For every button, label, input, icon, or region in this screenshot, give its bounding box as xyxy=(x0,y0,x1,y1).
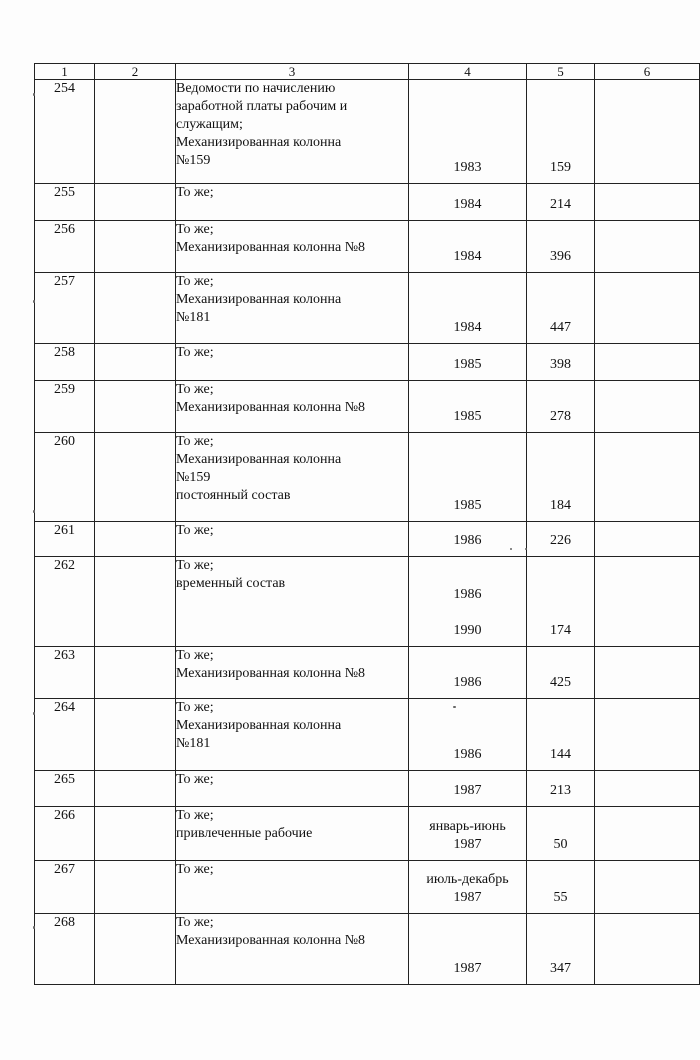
description-line: №181 xyxy=(176,310,211,325)
date-line: январь-июнь xyxy=(429,819,506,834)
row-number: 268 xyxy=(35,914,95,985)
empty-cell-col-2 xyxy=(95,522,176,557)
description-cell xyxy=(176,273,409,344)
description-line: То же; xyxy=(176,185,214,200)
description-cell xyxy=(176,807,409,861)
description-line: Ведомости по начислению xyxy=(176,81,336,96)
description-line: Механизированная колонна №8 xyxy=(176,240,366,255)
description-line: То же; xyxy=(176,700,214,715)
description-line: То же; xyxy=(176,222,214,237)
empty-cell-col-6 xyxy=(595,647,700,699)
sheet-count-cell: 396 xyxy=(527,221,595,273)
date-cell xyxy=(409,861,527,914)
empty-cell-col-6 xyxy=(595,557,700,647)
date-cell xyxy=(409,522,527,557)
date-line: 1987 xyxy=(453,837,482,852)
date-line: 1987 xyxy=(453,783,482,798)
description-line: Механизированная колонна xyxy=(176,718,342,733)
date-line: июль-декабрь xyxy=(426,872,509,887)
description-line: То же; xyxy=(176,915,214,930)
description-line: постоянный состав xyxy=(176,488,291,503)
empty-cell-col-2 xyxy=(95,699,176,771)
description-line: То же; xyxy=(176,558,214,573)
table-row xyxy=(35,914,700,985)
description-cell xyxy=(176,381,409,433)
description-cell xyxy=(176,914,409,985)
description-line: Механизированная колонна №8 xyxy=(176,933,366,948)
empty-cell-col-2 xyxy=(95,861,176,914)
row-number: 261 xyxy=(35,522,95,557)
table-row xyxy=(35,381,700,433)
row-number: 263 xyxy=(35,647,95,699)
sheet-count-cell: 425 xyxy=(527,647,595,699)
date-line: 1990 xyxy=(453,623,482,638)
table-row xyxy=(35,344,700,381)
date-line: 1986 xyxy=(453,747,482,762)
description-cell xyxy=(176,80,409,184)
date-line: 1984 xyxy=(453,197,482,212)
description-cell xyxy=(176,771,409,807)
empty-cell-col-6 xyxy=(595,522,700,557)
row-number: 254 xyxy=(35,80,95,184)
description-line: То же; xyxy=(176,434,214,449)
table-row xyxy=(35,647,700,699)
description-line: То же; xyxy=(176,772,214,787)
sheet-count-cell: 50 xyxy=(527,807,595,861)
description-line: временный состав xyxy=(176,576,286,591)
date-cell xyxy=(409,80,527,184)
description-cell xyxy=(176,861,409,914)
description-cell xyxy=(176,699,409,771)
description-cell xyxy=(176,647,409,699)
date-line: 1987 xyxy=(453,890,482,905)
empty-cell-col-2 xyxy=(95,647,176,699)
empty-cell-col-2 xyxy=(95,184,176,221)
table-row xyxy=(35,557,700,647)
sheet-count-cell: 55 xyxy=(527,861,595,914)
sheet-count-cell: 214 xyxy=(527,184,595,221)
empty-cell-col-6 xyxy=(595,80,700,184)
header-row xyxy=(35,64,700,80)
sheet-count-cell: 159 xyxy=(527,80,595,184)
empty-cell-col-2 xyxy=(95,807,176,861)
header-col-5: 5 xyxy=(527,64,595,80)
empty-cell-col-6 xyxy=(595,184,700,221)
empty-cell-col-6 xyxy=(595,344,700,381)
date-line: 1983 xyxy=(453,160,482,175)
description-line: Механизированная колонна №8 xyxy=(176,400,366,415)
empty-cell-col-6 xyxy=(595,221,700,273)
row-number: 257 xyxy=(35,273,95,344)
table-row xyxy=(35,221,700,273)
empty-cell-col-6 xyxy=(595,914,700,985)
empty-cell-col-2 xyxy=(95,221,176,273)
empty-cell-col-6 xyxy=(595,699,700,771)
header-col-4: 4 xyxy=(409,64,527,80)
empty-cell-col-2 xyxy=(95,273,176,344)
date-line: 1986 xyxy=(453,675,482,690)
date-line xyxy=(409,604,526,622)
description-line: служащим; xyxy=(176,117,243,132)
date-cell xyxy=(409,771,527,807)
date-line: 1985 xyxy=(453,498,482,513)
header-col-3: 3 xyxy=(176,64,409,80)
table-row xyxy=(35,699,700,771)
empty-cell-col-6 xyxy=(595,381,700,433)
date-line: 1987 xyxy=(453,961,482,976)
row-number: 260 xyxy=(35,433,95,522)
table-row xyxy=(35,771,700,807)
empty-cell-col-2 xyxy=(95,557,176,647)
table-row xyxy=(35,433,700,522)
row-number: 262 xyxy=(35,557,95,647)
date-cell xyxy=(409,699,527,771)
row-number: 256 xyxy=(35,221,95,273)
table-row xyxy=(35,522,700,557)
table-row xyxy=(35,273,700,344)
description-line: заработной платы рабочим и xyxy=(176,99,348,114)
sheet-count-cell: 447 xyxy=(527,273,595,344)
header-col-6: 6 xyxy=(595,64,700,80)
description-line: То же; xyxy=(176,345,214,360)
date-line: 1986 xyxy=(453,587,482,602)
empty-cell-col-6 xyxy=(595,273,700,344)
date-line: 1986 xyxy=(453,533,482,548)
description-cell xyxy=(176,522,409,557)
description-line: То же; xyxy=(176,808,214,823)
row-number: 264 xyxy=(35,699,95,771)
description-line: Механизированная колонна xyxy=(176,452,342,467)
table-row xyxy=(35,184,700,221)
date-cell xyxy=(409,221,527,273)
description-line: №159 xyxy=(176,153,211,168)
header-col-1: 1 xyxy=(35,64,95,80)
table-row xyxy=(35,861,700,914)
empty-cell-col-6 xyxy=(595,861,700,914)
date-line: 1985 xyxy=(453,409,482,424)
empty-cell-col-6 xyxy=(595,807,700,861)
row-number: 265 xyxy=(35,771,95,807)
description-line: То же; xyxy=(176,523,214,538)
date-cell xyxy=(409,344,527,381)
empty-cell-col-2 xyxy=(95,914,176,985)
description-line: То же; xyxy=(176,862,214,877)
description-line: То же; xyxy=(176,274,214,289)
date-line: 1985 xyxy=(453,357,482,372)
date-cell xyxy=(409,557,527,647)
date-line: 1984 xyxy=(453,249,482,264)
row-number: 266 xyxy=(35,807,95,861)
table-row xyxy=(35,807,700,861)
empty-cell-col-2 xyxy=(95,344,176,381)
sheet-count-cell: 398 xyxy=(527,344,595,381)
description-line: привлеченные рабочие xyxy=(176,826,313,841)
description-cell xyxy=(176,184,409,221)
sheet-count-cell: 347 xyxy=(527,914,595,985)
date-cell xyxy=(409,647,527,699)
empty-cell-col-2 xyxy=(95,771,176,807)
sheet-count-cell: 174 xyxy=(527,557,595,647)
empty-cell-col-2 xyxy=(95,433,176,522)
sheet-count-cell: 226 xyxy=(527,522,595,557)
table-row xyxy=(35,80,700,184)
row-number: 267 xyxy=(35,861,95,914)
description-line: Механизированная колонна №8 xyxy=(176,666,366,681)
inventory-table xyxy=(34,63,700,985)
date-cell xyxy=(409,433,527,522)
empty-cell-col-2 xyxy=(95,381,176,433)
sheet-count-cell: 278 xyxy=(527,381,595,433)
header-col-2: 2 xyxy=(95,64,176,80)
description-line: То же; xyxy=(176,382,214,397)
empty-cell-col-6 xyxy=(595,771,700,807)
sheet-count-cell: 184 xyxy=(527,433,595,522)
description-line: №181 xyxy=(176,736,211,751)
row-number: 258 xyxy=(35,344,95,381)
empty-cell-col-6 xyxy=(595,433,700,522)
date-cell xyxy=(409,273,527,344)
row-number: 259 xyxy=(35,381,95,433)
date-cell xyxy=(409,184,527,221)
sheet-count-cell: 144 xyxy=(527,699,595,771)
description-line: То же; xyxy=(176,648,214,663)
date-cell xyxy=(409,381,527,433)
row-number: 255 xyxy=(35,184,95,221)
description-line: №159 xyxy=(176,470,211,485)
description-line: Механизированная колонна xyxy=(176,292,342,307)
description-cell xyxy=(176,433,409,522)
description-cell xyxy=(176,221,409,273)
empty-cell-col-2 xyxy=(95,80,176,184)
date-line: 1984 xyxy=(453,320,482,335)
date-cell xyxy=(409,807,527,861)
description-cell xyxy=(176,557,409,647)
description-cell xyxy=(176,344,409,381)
date-cell xyxy=(409,914,527,985)
description-line: Механизированная колонна xyxy=(176,135,342,150)
sheet-count-cell: 213 xyxy=(527,771,595,807)
